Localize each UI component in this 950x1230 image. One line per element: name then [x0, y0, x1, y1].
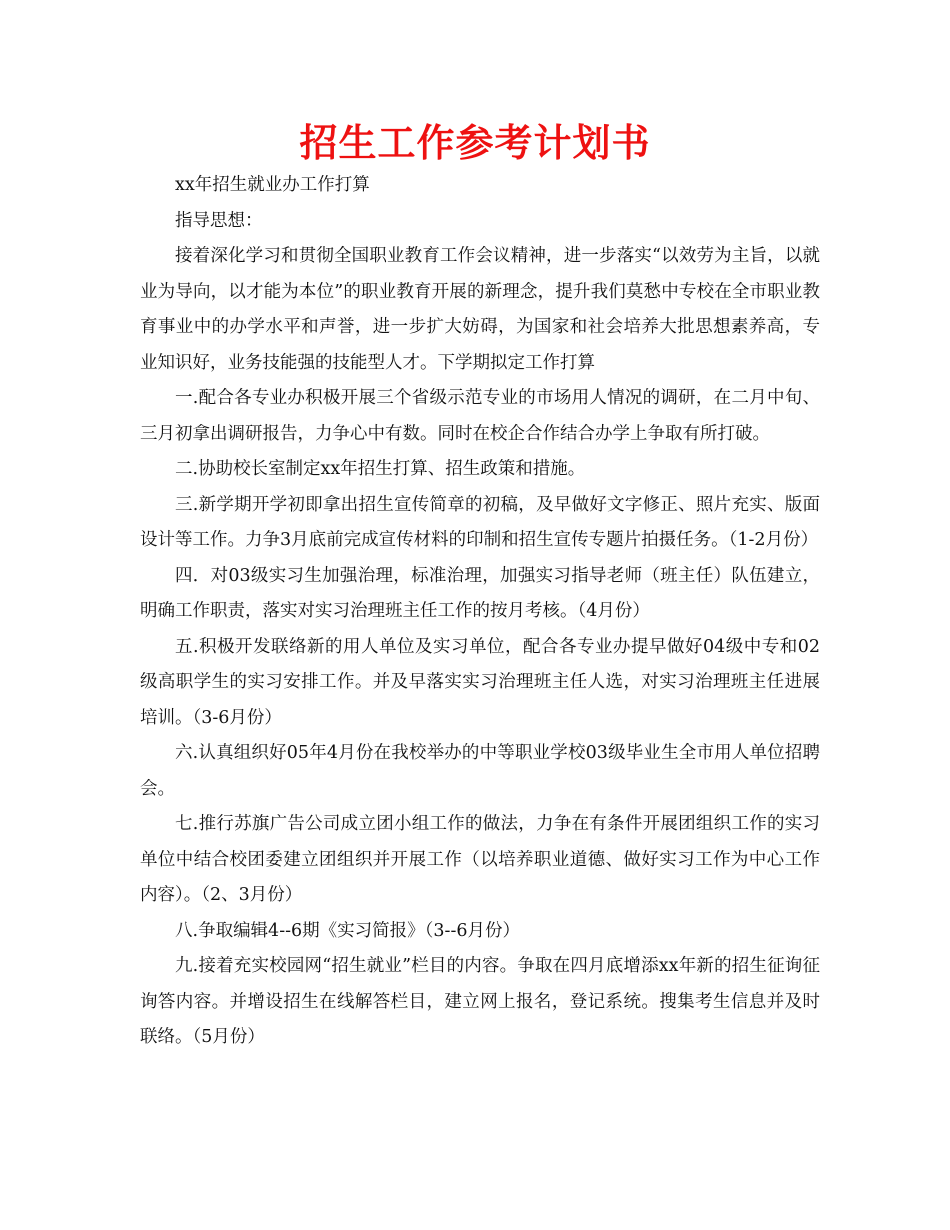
document-body — [140, 168, 820, 1056]
document-title: 招生工作参考计划书 — [299, 121, 651, 165]
paragraph-plan-heading: xx年招生就业办工作打算 — [175, 175, 370, 195]
paragraph-item-9: 九.接着充实校园网“招生就业”栏目的内容。争取在四月底增添xx年新的招生征询征询答内容。并增设招生在线解答栏目，建立网上报名，登记系统。搜集考生信息并及时联络。（5月份） — [140, 956, 820, 1047]
paragraph-item-3: 三.新学期开学初即拿出招生宣传简章的初稿，及早做好文字修正、照片充实、版面设计等工作。力争3月底前完成宣传材料的印制和招生宣传专题片拍摄任务。（1-2月份） — [140, 494, 820, 550]
paragraph-item-1: 一.配合各专业办积极开展三个省级示范专业的市场用人情况的调研，在二月中旬、三月初拿出调研报告，力争心中有数。同时在校企合作结合办学上争取有所打破。 — [140, 388, 820, 444]
paragraph-item-8: 八.争取编辑4--6期《实习简报》（3--6月份） — [175, 920, 520, 941]
paragraph-guiding-thought-label: 指导思想： — [175, 210, 263, 231]
paragraph-item-7: 七.推行苏旗广告公司成立团小组工作的做法，力争在有条件开展团组织工作的实习单位中结合校团委建立团组织并开展工作（以培养职业道德、做好实习工作为中心工作内容）。（2、3月份） — [140, 814, 820, 905]
paragraph-item-4: 四．对03级实习生加强治理，标准治理，加强实习指导老师（班主任）队伍建立，明确工作职责，落实对实习治理班主任工作的按月考核。（4月份） — [140, 565, 820, 621]
paragraph-item-2: 二.协助校长室制定xx年招生打算、招生政策和措施。 — [175, 459, 586, 479]
paragraph-item-6: 六.认真组织好05年4月份在我校举办的中等职业学校03级毕业生全市用人单位招聘会。 — [140, 743, 820, 799]
paragraph-guiding-thought: 接着深化学习和贯彻全国职业教育工作会议精神，进一步落实“以效劳为主旨，以就业为导向，以才能为本位”的职业教育开展的新理念，提升我们莫愁中专校在全市职业教育事业中的办学水平和声誉，进一步扩大妨碍，为国家和社会培养大批思想素养高，专业知识好，业务技能强的技能型人才。下学期拟定工作打算 — [140, 246, 820, 373]
paragraph-item-5: 五.积极开发联络新的用人单位及实习单位，配合各专业办提早做好04级中专和02级高职学生的实习安排工作。并及早落实实习治理班主任人选，对实习治理班主任进展培训。（3-6月份） — [140, 636, 820, 728]
